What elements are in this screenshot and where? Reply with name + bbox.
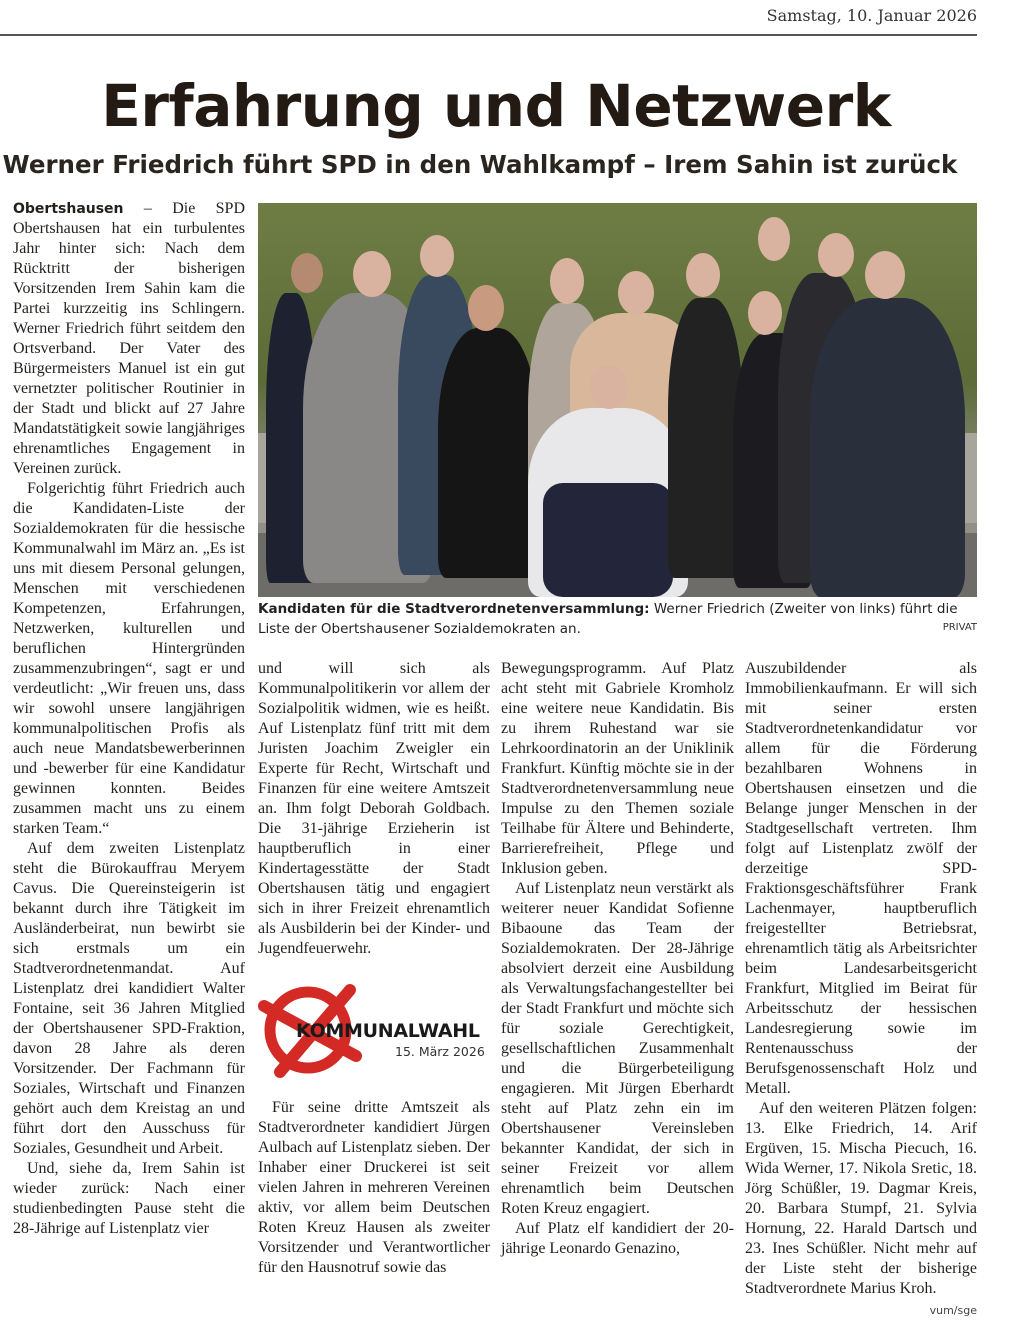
group-photo [258,203,977,597]
subheadline: Werner Friedrich führt SPD in den Wahlkampf – Irem Sahin ist zurück [2,150,958,179]
person-head [865,251,905,299]
issue-date: Samstag, 10. Januar 2026 [766,6,977,25]
article-column-2-top [258,659,490,959]
paragraph [745,1099,977,1317]
paragraph-text: – Die SPD Obertshausen hat ein turbulentes Jahr hinter sich: Nach dem Rücktritt der bisherigen Vorsitzenden Irem Sahin kam die Partei kurzzeitig ins Schlingern. Werner Friedrich führt seitdem den Ortsverband. Der Vater des Bürgermeisters Manuel ist ein gut vernetzter politischer Routinier in der Stadt und blickt auf 27 Jahre Mandatstätigkeit sowie langjähriges ehrenamtliches Engagement in Vereinen zurück. [13,200,245,477]
logo-word: KOMMUNALWAHL [296,1020,480,1042]
caption-lead: Kandidaten für die Stadtverordnetenversammlung: [258,601,650,617]
paragraph: und will sich als Kommunalpolitikerin vor allem der Sozialpolitik widmen, wie es heißt. Auf Listenplatz fünf tritt mit dem Juristen Joachim Zweigler ein Experte für Recht, Wirtschaft und Finanzen für eine weitere Amtszeit an. Ihm folgt Deborah Goldbach. Die 31-jährige Erzieherin ist hauptberuflich in einer Kindertagesstätte der Stadt Obertshausen tätig und engagiert sich in ihrer Freizeit ehrenamtlich als Ausbilderin bei der Kinder- und Jugendfeuerwehr. [258,660,490,957]
caption-text: Werner Friedrich (Zweiter von links) führt die Liste der Obertshausener Sozialdemokraten an. [258,601,958,637]
photo-credit: PRIVAT [942,622,977,633]
person-head [748,291,782,335]
blanket [543,483,673,597]
paragraph: Auf Listenplatz neun verstärkt als weiterer neuer Kandidat Sofienne Bibaoune das Team der Sozialdemokraten. Der 28-Jährige absolviert derzeit eine Ausbildung als Verwaltungsfachangestellter bei der Stadt Frankfurt und möchte sich für soziale Gerechtigkeit, gesellschaftlichen Zusammenhalt und die Bürgerbeteiligung engagieren. Mit Jürgen Eberhardt steht auf Platz zehn ein im Obertshausener Vereinsleben bekannter Kandidat, der sich in seiner Freizeit vor allem ehrenamtlich beim Deutschen Roten Kreuz engagiert. [501,880,734,1217]
person-figure [438,328,538,578]
kommunalwahl-logo [258,978,490,1078]
person-head [550,258,584,304]
paragraph: Und, siehe da, Irem Sahin ist wieder zurück: Nach einer studienbedingten Pause steht die 28-Jährige auf Listenplatz vier [13,1160,245,1237]
person-head [420,235,454,277]
paragraph-text: Auf den weiteren Plätzen folgen: 13. Elke Friedrich, 14. Arif Ergüven, 15. Mischa Piecuch, 16. Wida Werner, 17. Nikola Sretic, 18. Jörg Schüßler, 19. Dagmar Kreis, 20. Barbara Stumpf, 21. Sylvia Hornung, 22. Harald Dartsch und 23. Ines Schüßler. Nicht mehr auf der Liste steht der bisherige Stadtverordnete Marius Kroh. [745,1100,977,1297]
article-column-2-bottom [258,1098,490,1278]
person-head [686,253,720,297]
article-column-4 [745,659,977,1321]
person-head [353,251,391,297]
paragraph: Auszubildender als Immobilienkaufmann. Er will sich mit seiner ersten Stadtverordnetenkandidatur vor allem für die Förderung bezahlbaren Wohnens in Obertshausen einsetzen und die Belange junger Menschen in der Stadtgesellschaft vertreten. Ihm folgt auf Listenplatz zwölf der derzeitige SPD-Fraktionsgeschäftsführer Frank Lachenmayer, hauptberuflich freigestellter Betriebsrat, ehrenamtlich tätig als Arbeitsrichter beim Landesarbeitsgericht Frankfurt, Mitglied im Beirat für Arbeitsschutz der hessischen Landesregierung sowie im Rentenausschuss der Berufsgenossenschaft Holz und Metall. [745,660,977,1097]
photo-caption [258,599,977,639]
person-head [618,271,654,315]
person-figure [810,298,965,597]
paragraph: Folgerichtig führt Friedrich auch die Kandidaten-Liste der Sozialdemokraten für die hessische Kommunalwahl im März an. „Es ist uns mit diesem Personal gelungen, Menschen mit verschiedenen Kompetenzen, Erfahrungen, Netzwerken, kulturellen und beruflichen Hintergründen zusammenzubringen“, sagt er und verdeutlicht: „Wir freuen uns, dass wir sowohl unsere langjährigen kommunalpolitischen Profis als auch neue Mandatsbewerberinnen und -bewerber für eine Kandidatur gewinnen konnten. Beides zusammen macht uns zu einem starken Team.“ [13,480,245,837]
person-head [590,365,628,409]
author-signoff: vum/sge [929,1304,977,1317]
paragraph: Auf dem zweiten Listenplatz steht die Bürokauffrau Meryem Cavus. Die Quereinsteigerin ist bekannt durch ihre Tätigkeit im Ausländerbeirat, nun bewirbt sie sich erstmals um ein Stadtverordnetenmandat. Auf Listenplatz drei kandidiert Walter Fontaine, seit 36 Jahren Mitglied der Obertshausener SPD-Fraktion, davon 28 Jahre als deren Vorsitzender. Der Fachmann für Soziales, Wirtschaft und Finanzen gehört auch dem Kreistag an und führt dort den Ausschuss für Soziales, Gesundheit und Arbeit. [13,840,245,1157]
person-figure [668,298,743,578]
person-head [758,217,790,261]
paragraph [13,199,245,479]
paragraph: Auf Platz elf kandidiert der 20-jährige Leonardo Genazino, [501,1220,734,1257]
header-rule [0,34,977,36]
headline: Erfahrung und Netzwerk [101,72,891,140]
dateline: Obertshausen [13,201,124,217]
paragraph: Bewegungsprogramm. Auf Platz acht steht mit Gabriele Kromholz eine weitere neue Kandidatin. Bis zu ihrem Ruhestand war sie Lehrkoordinatorin an der Uniklinik Frankfurt. Künftig möchte sie in der Stadtverordnetenversammlung neue Impulse zu den Themen soziale Teilhabe für Ältere und Behinderte, Barrierefreiheit, Pflege und Inklusion geben. [501,660,734,877]
paragraph: Für seine dritte Amtszeit als Stadtverordneter kandidiert Jürgen Aulbach auf Listenplatz sieben. Der Inhaber einer Druckerei ist seit vielen Jahren in mehreren Vereinen aktiv, vor allem beim Deutschen Roten Kreuz Hausen als zweiter Vorsitzender und Verantwortlicher für den Hausnotruf sowie das [258,1099,490,1276]
election-date: 15. März 2026 [395,1044,485,1059]
person-head [468,285,504,331]
person-head [818,233,854,277]
article-column-3 [501,659,734,1259]
article-column-1 [13,199,245,1239]
person-head [291,253,323,293]
